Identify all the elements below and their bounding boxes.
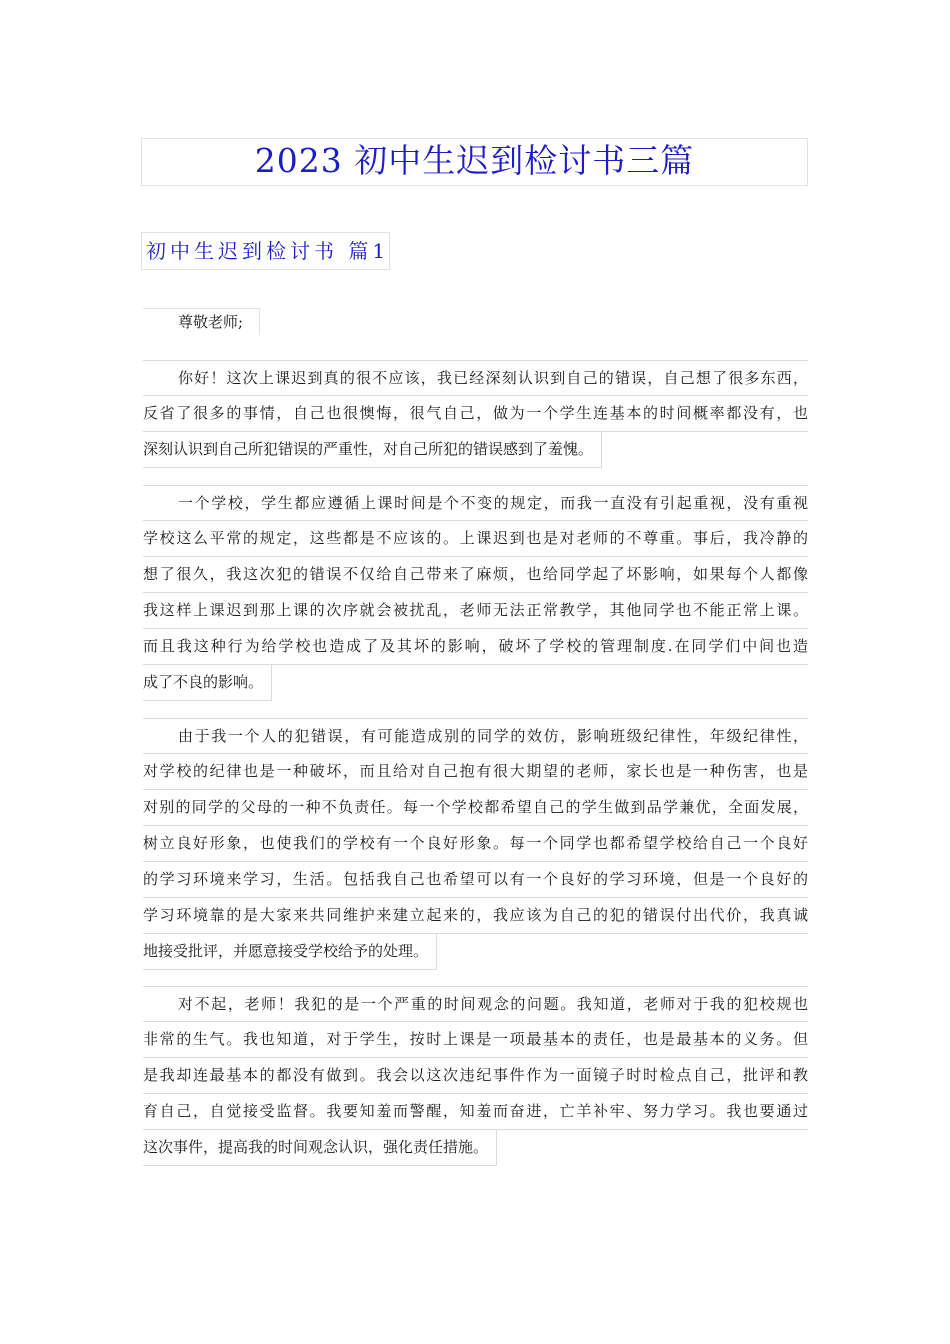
paragraph-line: 成了不良的影响。 <box>143 665 272 701</box>
paragraph-line: 地接受批评，并愿意接受学校给予的处理。 <box>143 934 437 970</box>
paragraph-line: 由于我一个人的犯错误，有可能造成别的同学的效仿，影响班级纪律性，年级纪律性， <box>143 718 808 754</box>
paragraph-line: 深刻认识到自己所犯错误的严重性，对自己所犯的错误感到了羞愧。 <box>143 432 602 468</box>
salutation: 尊敬老师; <box>143 308 260 335</box>
paragraph-3 <box>143 718 808 974</box>
paragraph-line: 的学习环境来学习，生活。包括我自己也希望可以有一个良好的学习环境，但是一个良好的 <box>143 862 808 898</box>
paragraph-line: 学校这么平常的规定，这些都是不应该的。上课迟到也是对老师的不尊重。事后，我冷静的 <box>143 521 808 557</box>
section-heading: 初中生迟到检讨书 篇1 <box>141 232 390 270</box>
paragraph-line: 想了很久，我这次犯的错误不仅给自己带来了麻烦，也给同学起了坏影响，如果每个人都像 <box>143 557 808 593</box>
paragraph-line: 一个学校，学生都应遵循上课时间是个不变的规定，而我一直没有引起重视，没有重视 <box>143 485 808 521</box>
paragraph-line: 这次事件，提高我的时间观念认识，强化责任措施。 <box>143 1130 497 1166</box>
paragraph-line: 是我却连最基本的都没有做到。我会以这次违纪事件作为一面镜子时时检点自己，批评和教 <box>143 1058 808 1094</box>
paragraph-line: 反省了很多的事情，自己也很懊悔，很气自己，做为一个学生连基本的时间概率都没有，也 <box>143 396 808 432</box>
paragraph-2 <box>143 485 808 705</box>
paragraph-4 <box>143 986 808 1170</box>
paragraph-line: 你好！这次上课迟到真的很不应该，我已经深刻认识到自己的错误，自己想了很多东西， <box>143 360 808 396</box>
paragraph-line: 对别的同学的父母的一种不负责任。每一个学校都希望自己的学生做到品学兼优，全面发展， <box>143 790 808 826</box>
paragraph-line: 对不起，老师！我犯的是一个严重的时间观念的问题。我知道，老师对于我的犯校规也 <box>143 986 808 1022</box>
paragraph-1 <box>143 360 808 472</box>
paragraph-line: 育自己，自觉接受监督。我要知羞而警醒，知羞而奋进，亡羊补牢、努力学习。我也要通过 <box>143 1094 808 1130</box>
paragraph-line: 学习环境靠的是大家来共同维护来建立起来的，我应该为自己的犯的错误付出代价，我真诚 <box>143 898 808 934</box>
document-title: 2023 初中生迟到检讨书三篇 <box>141 138 808 186</box>
paragraph-line: 对学校的纪律也是一种破坏，而且给对自己抱有很大期望的老师，家长也是一种伤害，也是 <box>143 754 808 790</box>
paragraph-line: 树立良好形象，也使我们的学校有一个良好形象。每一个同学也都希望学校给自己一个良好 <box>143 826 808 862</box>
paragraph-line: 我这样上课迟到那上课的次序就会被扰乱，老师无法正常教学，其他同学也不能正常上课。 <box>143 593 808 629</box>
paragraph-line: 非常的生气。我也知道，对于学生，按时上课是一项最基本的责任，也是最基本的义务。但 <box>143 1022 808 1058</box>
paragraph-line: 而且我这种行为给学校也造成了及其坏的影响，破坏了学校的管理制度.在同学们中间也造 <box>143 629 808 665</box>
